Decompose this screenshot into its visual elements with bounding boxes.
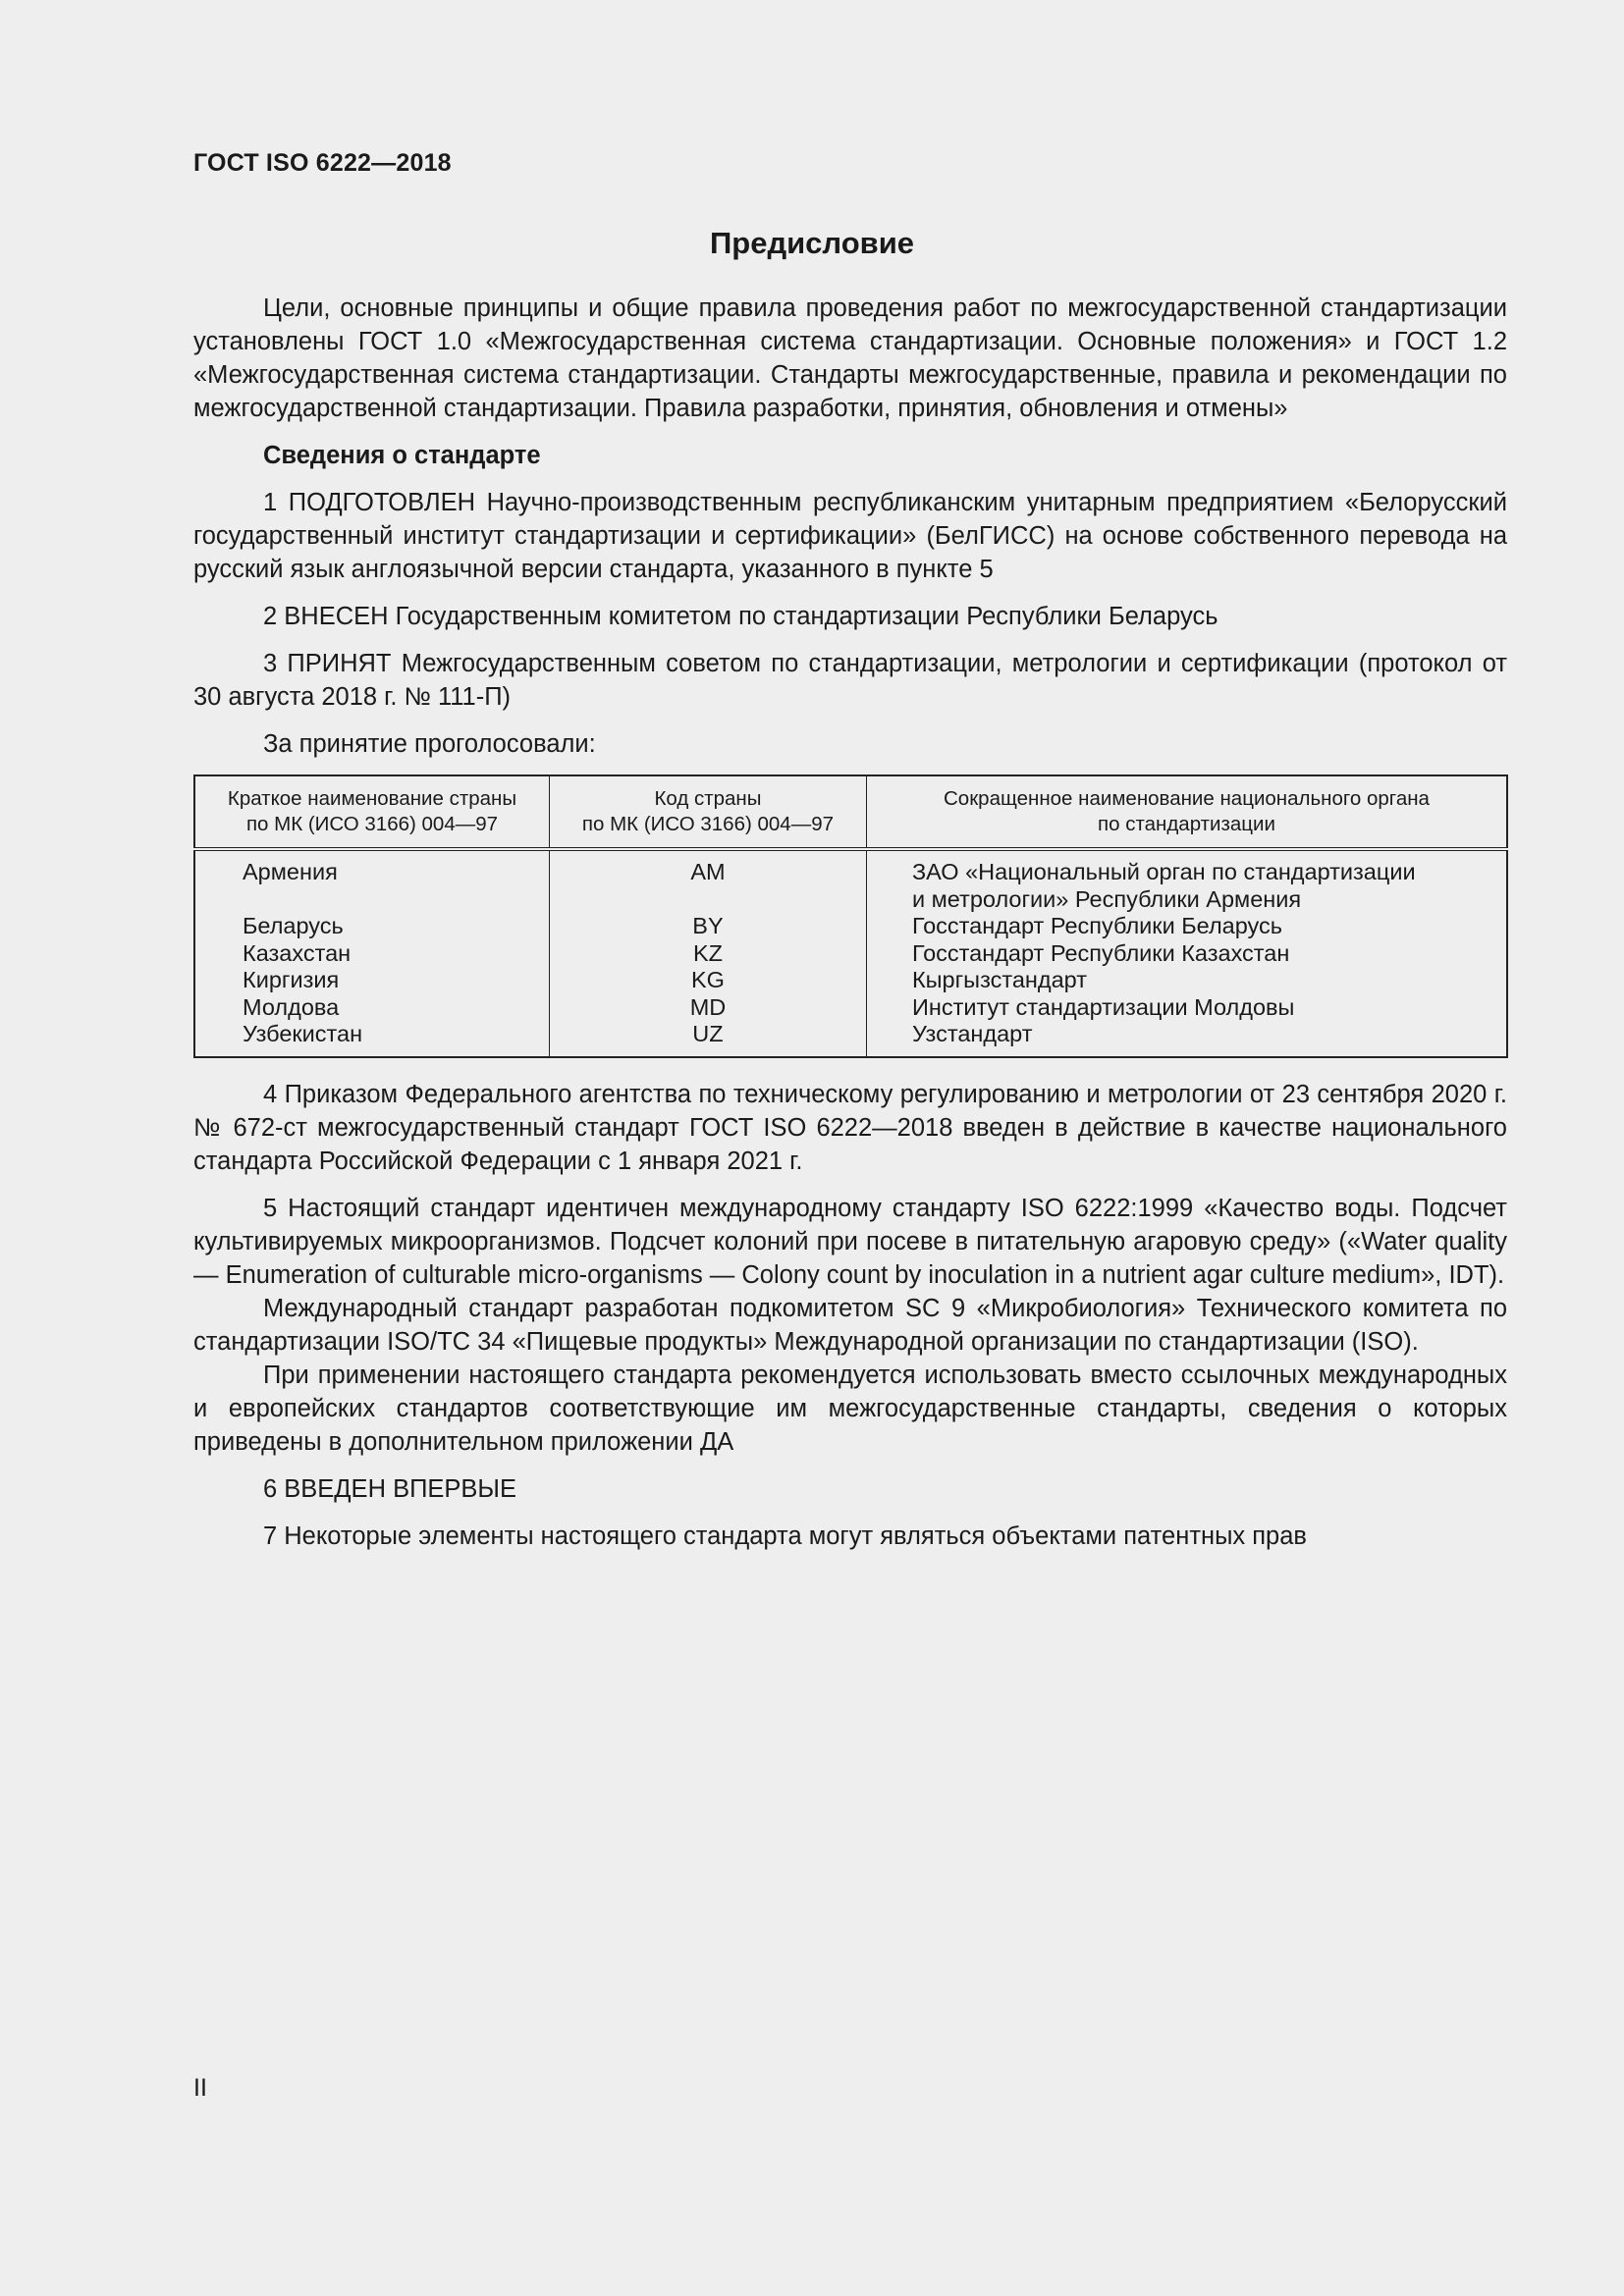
- header-org-line1: Сокращенное наименование национального органа: [944, 787, 1430, 810]
- org-column: [866, 849, 1507, 1057]
- voting-countries-table: [193, 774, 1508, 1058]
- item-5-second-paragraph: Международный стандарт разработан подкомитетом SC 9 «Микробиология» Технического комитета по стандартизации ISO/TC 34 «Пищевые продукты» Международной организации по стандартизации (ISO).: [193, 1294, 1507, 1356]
- header-code-line2: по МК (ИСО 3166) 004—97: [581, 813, 835, 835]
- org-name: Кыргызстандарт: [911, 967, 1087, 992]
- item-6-paragraph: 6 ВВЕДЕН ВПЕРВЫЕ: [263, 1474, 517, 1503]
- country-name: Киргизия: [243, 967, 340, 992]
- voted-label: За принятие проголосовали:: [263, 730, 596, 758]
- document-body: [193, 292, 1507, 1553]
- header-org: [866, 775, 1507, 849]
- country-name: Узбекистан: [243, 1021, 363, 1046]
- header-country-line2: по МК (ИСО 3166) 004—97: [245, 813, 499, 835]
- org-name: Госстандарт Республики Беларусь: [911, 913, 1283, 938]
- header-code: [549, 775, 866, 849]
- country-name: Армения: [243, 859, 338, 884]
- table-header-row: [194, 775, 1507, 849]
- org-name: ЗАО «Национальный орган по стандартизации: [911, 859, 1416, 884]
- org-name: Госстандарт Республики Казахстан: [911, 939, 1290, 966]
- country-name: Беларусь: [243, 913, 344, 938]
- country-column: [194, 849, 549, 1057]
- country-code: MD: [689, 993, 727, 1020]
- document-header-title: ГОСТ ISO 6222—2018: [193, 149, 452, 177]
- org-name: и метрологии» Республики Армения: [911, 885, 1302, 912]
- item-2-paragraph: 2 ВНЕСЕН Государственным комитетом по стандартизации Республики Беларусь: [263, 603, 1218, 630]
- header-code-line1: Код страны: [654, 787, 762, 810]
- country-code: BY: [692, 913, 724, 938]
- section-subheading: Сведения о стандарте: [263, 442, 541, 469]
- country-name: Казахстан: [243, 939, 352, 966]
- org-name: Узстандарт: [911, 1021, 1033, 1046]
- item-5-paragraph: 5 Настоящий стандарт идентичен международному стандарту ISO 6222:1999 «Качество воды. Подсчет культивируемых микроорганизмов. Подсчет колоний при посеве в питательную агаровую среду» («Water quality — Enumeration of culturable micro-organisms — Colony count by inoculation in a nutrient agar culture medium», IDT).: [193, 1194, 1507, 1289]
- header-org-line2: по стандартизации: [1098, 813, 1275, 835]
- table-row: [194, 849, 1507, 1057]
- header-country-line1: Краткое наименование страны: [227, 787, 517, 810]
- page-number: II: [193, 2074, 207, 2102]
- country-name: [243, 886, 549, 914]
- country-name: Молдова: [243, 993, 340, 1020]
- org-name: Институт стандартизации Молдовы: [911, 993, 1295, 1020]
- page-title: Предисловие: [709, 226, 914, 260]
- code-column: [549, 849, 866, 1057]
- intro-paragraph: Цели, основные принципы и общие правила проведения работ по межгосударственной стандартизации установлены ГОСТ 1.0 «Межгосударственная система стандартизации. Основные положения» и ГОСТ 1.2 «Межгосударственная система стандартизации. Стандарты межгосударственные, правила и рекомендации по межгосударственной стандартизации. Правила разработки, принятия, обновления и отмены»: [193, 294, 1507, 422]
- country-code: KZ: [692, 939, 723, 966]
- item-5-third-paragraph: При применении настоящего стандарта рекомендуется использовать вместо ссылочных международных и европейских стандартов соответствующие им межгосударственные стандарты, сведения о которых приведены в дополнительном приложении ДА: [193, 1361, 1507, 1456]
- item-7-paragraph: 7 Некоторые элементы настоящего стандарта могут являться объектами патентных прав: [263, 1522, 1307, 1550]
- item-4-paragraph: 4 Приказом Федерального агентства по техническому регулированию и метрологии от 23 сентября 2020 г. № 672-ст межгосударственный стандарт ГОСТ ISO 6222—2018 введен в действие в качестве национального стандарта Российской Федерации с 1 января 2021 г.: [193, 1080, 1507, 1175]
- country-code: UZ: [692, 1021, 724, 1046]
- header-country: [194, 775, 549, 849]
- item-3-paragraph: 3 ПРИНЯТ Межгосударственным советом по стандартизации, метрологии и сертификации (протокол от 30 августа 2018 г. № 111-П): [193, 650, 1507, 711]
- country-code: [550, 886, 866, 914]
- country-code: AM: [690, 859, 726, 884]
- item-1-paragraph: 1 ПОДГОТОВЛЕН Научно-производственным республиканским унитарным предприятием «Белорусский государственный институт стандартизации и сертификации» (БелГИСС) на основе собственного перевода на русский язык англоязычной версии стандарта, указанного в пункте 5: [193, 489, 1507, 583]
- country-code: KG: [690, 967, 725, 992]
